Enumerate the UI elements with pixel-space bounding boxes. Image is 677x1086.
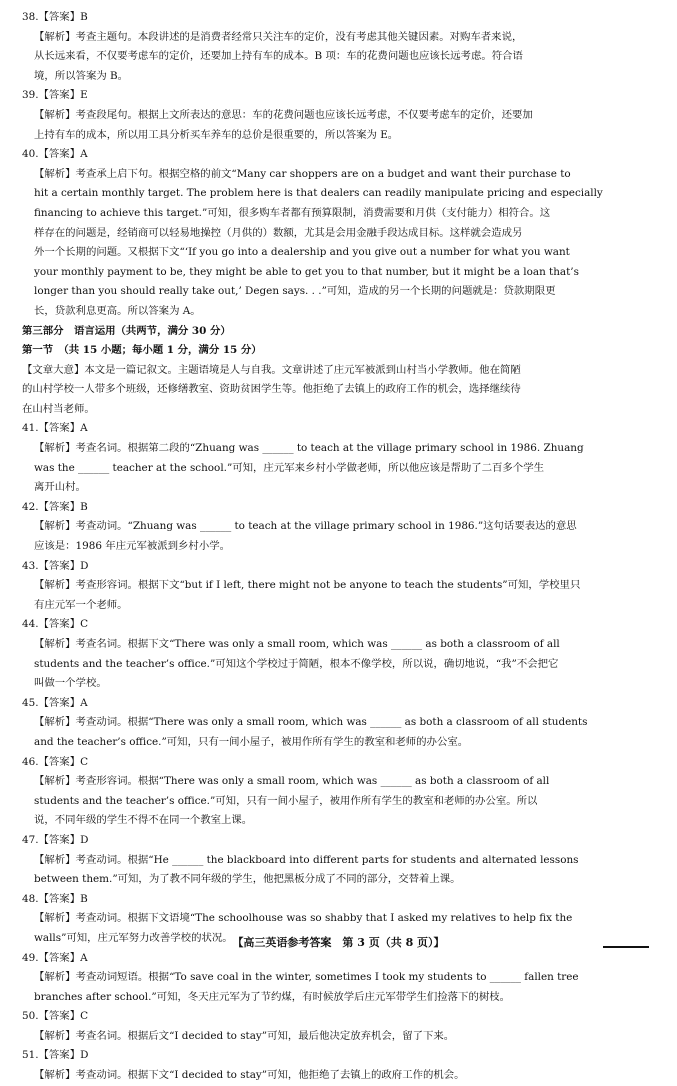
text-line: 41.【答案】A (22, 422, 88, 435)
text-line: 有庄元军一个老师。 (34, 598, 128, 611)
text-line: 【解析】考查主题句。本段讲述的是消费者经常只关注车的定价，没有考虑其他关键因素。对购车者来说， (34, 30, 523, 43)
text-line: 【解析】考查承上启下句。根据空格的前文“Many car shoppers are on a budget and want their purchase to (34, 167, 571, 180)
text-line: 境，所以答案为 B。 (34, 69, 129, 82)
text-line: 49.【答案】A (22, 951, 88, 964)
text-line: 样存在的问题是，经销商可以轻易地操控（月供的）数额，尤其是会用金融手段达成目标。这样就会造成另 (34, 226, 523, 239)
text-line: 46.【答案】C (22, 755, 89, 768)
text-line: students and the teacher’s office.”可知这个学校过于简陋，根本不像学校，所以说，确切地说，“我”不会把它 (34, 657, 559, 670)
text-line: 叫做一个学校。 (34, 677, 107, 690)
text-line: 42.【答案】B (22, 500, 88, 513)
text-line: 离开山村。 (34, 481, 86, 494)
text-line: between them.”可知，为了教不同年级的学生，他把黑板分成了不同的部分，交替着上课。 (34, 873, 461, 886)
text-line: 47.【答案】D (22, 833, 89, 846)
text-line: 上持有车的成本，所以用工具分析买车养车的总价是很重要的，所以答案为 E。 (34, 128, 399, 141)
text-line: branches after school.”可知，冬天庄元军为了节约煤，有时候放学后庄元军带学生们捡落下的树枝。 (34, 990, 511, 1003)
text-line: 【解析】考查动词。根据“There was only a small room, which was ______ as both a classroom of all students (34, 716, 588, 729)
text-line: 长，贷款利息更高。所以答案为 A。 (34, 304, 201, 317)
text-line: 43.【答案】D (22, 559, 89, 572)
text-line: 51.【答案】D (22, 1049, 89, 1062)
footer-rule (603, 946, 649, 948)
text-line: 48.【答案】B (22, 892, 88, 905)
text-line: 在山村当老师。 (22, 402, 95, 415)
text-line: walls”可知，庄元军努力改善学校的状况。 (34, 931, 233, 944)
text-line: 【解析】考查动词。根据下文语境“The schoolhouse was so shabby that I asked my relatives to help fix the (34, 912, 573, 925)
text-line: 【解析】考查形容词。根据下文“but if I left, there might not be anyone to teach the students”可知，学校里只 (34, 579, 581, 592)
text-line: 外一个长期的问题。又根据下文“‘If you go into a dealership and you give out a number for what you want (34, 246, 570, 259)
answer-key-text (22, 8, 656, 1086)
text-line: was the ______ teacher at the school.”可知，庄元军来乡村小学做老师，所以他应该是帮助了二百多个学生 (34, 461, 544, 474)
text-line: students and the teacher’s office.”可知，只有一间小屋子，被用作所有学生的教室和老师的办公室。所以 (34, 794, 538, 807)
text-line: 50.【答案】C (22, 1010, 89, 1023)
page-footer: 【高三英语参考答案 第 3 页（共 8 页）】 (232, 936, 445, 949)
text-line: 【解析】考查形容词。根据“There was only a small room, which was ______ as both a classroom of all (34, 775, 550, 788)
text-line: 说，不同年级的学生不得不在同一个教室上课。 (34, 814, 253, 827)
text-line: 【解析】考查动词。根据“He ______ the blackboard into different parts for students and alternated lessons (34, 853, 579, 866)
text-line: 的山村学校一人带多个班级，还修缮教室、资助贫困学生等。他拒绝了去镇上的政府工作的机会，选择继续待 (22, 383, 521, 396)
text-line: 【解析】考查动词短语。根据“To save coal in the winter, sometimes I took my students to ______ fallen tree (34, 971, 579, 984)
text-line: 38.【答案】B (22, 11, 88, 23)
text-line: 第三部分 语言运用（共两节，满分 30 分） (22, 324, 231, 337)
text-line: hit a certain monthly target. The problem here is that dealers can readily manipulate pricing and especially (34, 187, 603, 200)
text-line: 45.【答案】A (22, 696, 88, 709)
text-line: longer than you should really take out,’ Degen says. . .”可知，造成的另一个长期的问题就是：贷款期限更 (34, 285, 556, 298)
text-line: your monthly payment to be, they might be able to get you to that number, but it might be a loan that’s (34, 265, 579, 278)
text-line: 【文章大意】本文是一篇记叙文。主题语境是人与自我。文章讲述了庄元军被派到山村当小学教师。他在简陋 (22, 363, 521, 376)
text-line: 【解析】考查名词。根据后文“I decided to stay”可知，最后他决定放弃机会，留了下来。 (34, 1029, 455, 1042)
text-line: 从长远来看，不仅要考虑车的定价，还要加上持有车的成本。B 项：车的花费问题也应该长远考虑。符合语 (34, 50, 523, 63)
text-line: financing to achieve this target.”可知，很多购车者都有预算限制，消费需要和月供（支付能力）相符合。这 (34, 206, 551, 219)
text-line: 40.【答案】A (22, 148, 88, 161)
text-line: 【解析】考查动词。根据下文“I decided to stay”可知，他拒绝了去镇上的政府工作的机会。 (34, 1069, 465, 1082)
text-line: 39.【答案】E (22, 89, 88, 102)
text-line: 【解析】考查段尾句。根据上文所表达的意思：车的花费问题也应该长远考虑，不仅要考虑车的定价，还要加 (34, 108, 533, 121)
text-line: 【解析】考查名词。根据第二段的“Zhuang was ______ to teach at the village primary school in 1986. Zhuang (34, 442, 584, 455)
text-line: 【解析】考查动词。“Zhuang was ______ to teach at the village primary school in 1986.”这句话要表达的意思 (34, 520, 577, 533)
text-line: and the teacher’s office.”可知，只有一间小屋子，被用作所有学生的教室和老师的办公室。 (34, 735, 469, 748)
text-line: 【解析】考查名词。根据下文“There was only a small room, which was ______ as both a classroom of all (34, 638, 560, 650)
text-line: 应该是：1986 年庄元军被派到乡村小学。 (34, 540, 230, 553)
text-line: 第一节 （共 15 小题；每小题 1 分，满分 15 分） (22, 344, 262, 357)
text-line: 44.【答案】C (22, 618, 89, 631)
